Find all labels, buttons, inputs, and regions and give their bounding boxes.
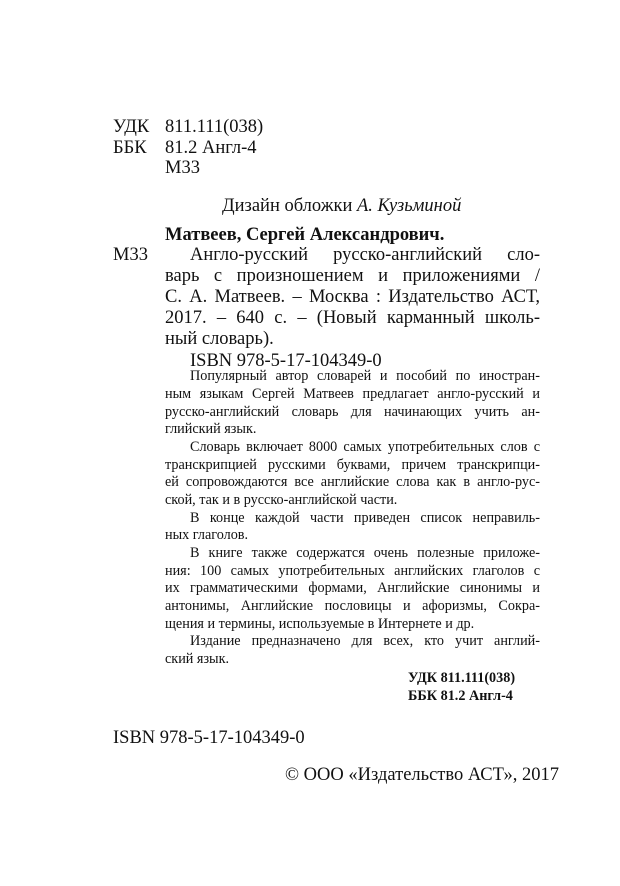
udk-label: УДК — [113, 117, 150, 137]
description-line-5: ный словарь). — [165, 329, 274, 349]
annotation-p4-line-4: антонимы, Английские пословицы и афоризмы, Сокра- — [165, 598, 540, 614]
annotation-p4-line-2: ния: 100 самых употребительных английских глаголов с — [165, 563, 540, 579]
annotation-p1-line-1: Популярный автор словарей и пособий по иностран- — [190, 368, 540, 384]
annotation-p4-line-1: В книге также содержатся очень полезные приложе- — [190, 545, 540, 561]
entry-isbn: ISBN 978-5-17-104349-0 — [190, 351, 382, 371]
author-heading: Матвеев, Сергей Александрович. — [165, 225, 445, 245]
cover-designer-name: А. Кузьминой — [356, 196, 462, 216]
description-line-4: 2017. – 640 с. – (Новый карманный школь- — [165, 308, 540, 328]
annotation-udk: УДК 811.111(038) — [408, 670, 516, 686]
cover-design-line — [222, 195, 461, 217]
annotation-p5-line-1: Издание предназначено для всех, кто учит англий- — [190, 633, 540, 649]
bbk-label: ББК — [113, 138, 147, 158]
annotation-p4-line-3: их грамматическими формами, Английские синонимы и — [165, 580, 540, 596]
cover-design-prefix: Дизайн обложки — [222, 196, 353, 216]
author-mark-top: М33 — [165, 158, 200, 178]
description-line-3: С. А. Матвеев. – Москва : Издательство АСТ, — [165, 287, 540, 307]
annotation-p2-line-1: Словарь включает 8000 самых употребительных слов с — [190, 439, 540, 455]
description-line-1: Англо-русский русско-английский сло- — [190, 245, 540, 265]
annotation-p2-line-3: ей сопровождаются все английские слова как в англо-рус- — [165, 474, 540, 490]
annotation-p3-line-2: ных глаголов. — [165, 527, 249, 543]
annotation-p3-line-1: В конце каждой части приведен список неправиль- — [190, 510, 540, 526]
annotation-p1-line-3: русско-английский словарь для начинающих учить ан- — [165, 404, 540, 420]
description-line-2: варь с произношением и приложениями / — [165, 266, 540, 286]
annotation-p5-line-2: ский язык. — [165, 651, 230, 667]
udk-value: 811.111(038) — [165, 117, 264, 137]
bbk-value: 81.2 Англ-4 — [165, 138, 257, 158]
bottom-isbn: ISBN 978-5-17-104349-0 — [113, 728, 305, 748]
copyright: © ООО «Издательство АСТ», 2017 — [285, 765, 559, 785]
annotation-p1-line-4: глийский язык. — [165, 421, 257, 437]
annotation-p2-line-2: транскрипцией русскими буквами, причем транскрипци- — [165, 457, 540, 473]
annotation-p4-line-5: щения и термины, используемые в Интернете и др. — [165, 616, 475, 632]
annotation-p2-line-4: ской, так и в русско-английской части. — [165, 492, 398, 508]
author-mark-entry: М33 — [113, 245, 148, 265]
annotation-p1-line-2: ным языкам Сергей Матвеев предлагает англо-русский и — [165, 386, 540, 402]
annotation-bbk: ББК 81.2 Англ-4 — [408, 688, 513, 704]
